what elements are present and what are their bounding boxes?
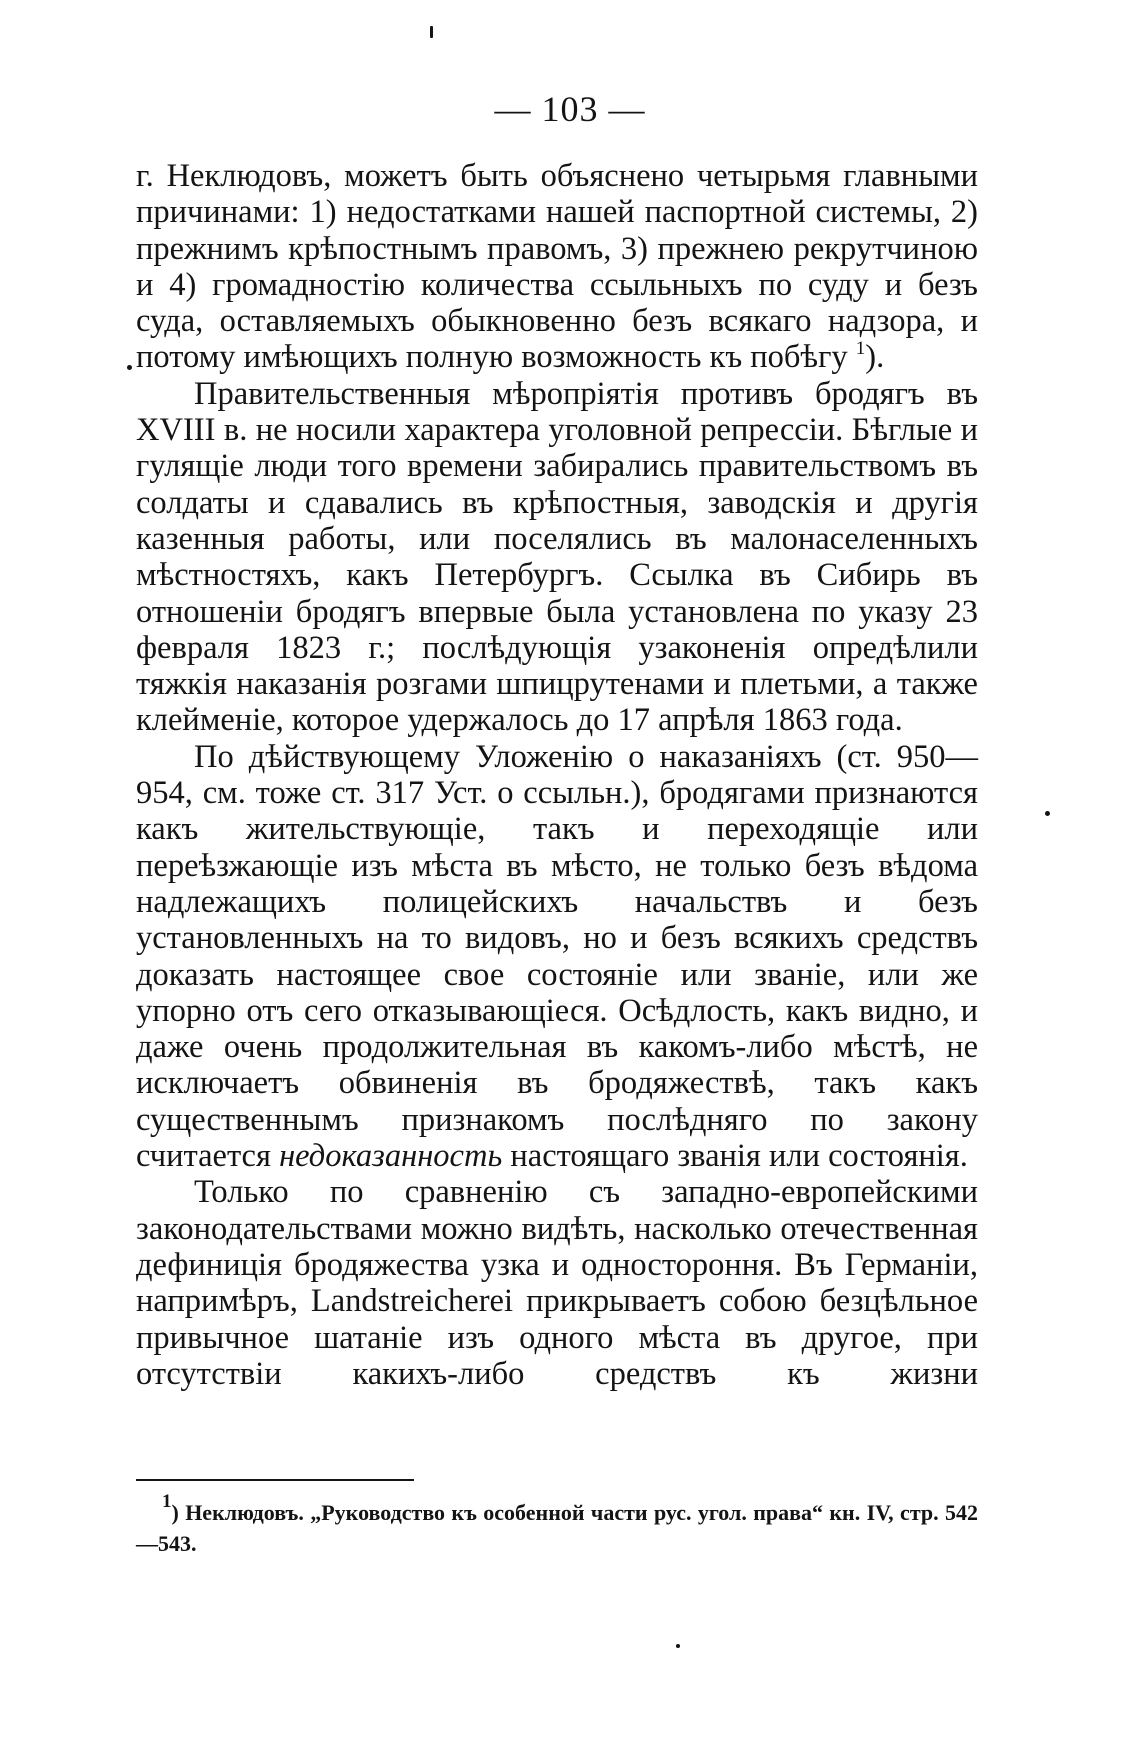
- paragraph-3-text-after: настоящаго званія или состоянія.: [510, 1138, 968, 1175]
- paragraph-1-end: ).: [865, 339, 885, 376]
- emphasized-term: недоказанность: [279, 1138, 503, 1175]
- footnote-marker: 1: [162, 1491, 172, 1512]
- footnote-divider: [136, 1479, 414, 1481]
- print-speck: [430, 26, 433, 38]
- page-number: — 103 —: [494, 89, 646, 129]
- paragraph-1: [136, 158, 978, 376]
- paragraph-4: Только по сравненію съ западно-европейскими законодательствами можно видѣть, насколько отечественная дефиниція бродяжества узка и одностороння. Въ Германіи, напримѣръ, Landstreicherei прикрываетъ собою безцѣльное привычное шатаніе изъ одного мѣста въ другое, при отсутствіи какихъ-либо средствъ къ жизни: [136, 1174, 978, 1392]
- paragraph-2: Правительственныя мѣропріятія противъ бродягъ въ XVIII в. не носили характера уголовной репрессіи. Бѣглые и гулящіе люди того времени забирались правительствомъ въ солдаты и сдавались въ крѣпостныя, заводскія и другія казенныя работы, или поселялись въ малонаселенныхъ мѣстностяхъ, какъ Петербургъ. Ссылка въ Сибирь въ отношеніи бродягъ впервые была установлена по указу 23 февраля 1823 г.; послѣдующія узаконенія опредѣлили тяжкія наказанія розгами шпицрутенами и плетьми, а также клейменіе, которое удержалось до 17 апрѣля 1863 года.: [136, 375, 978, 739]
- paragraph-3: [136, 739, 978, 1175]
- footnote: [136, 1491, 978, 1559]
- footnote-text: ) Неклюдовъ. „Руководство къ особенной части рус. угол. права“ кн. IV, стр. 542—543.: [136, 1500, 978, 1556]
- footnote-reference: 1: [855, 338, 866, 360]
- print-speck: [676, 1644, 680, 1648]
- print-speck: [127, 365, 132, 370]
- body-text: [136, 158, 978, 1392]
- paragraph-3-text-before: По дѣйствующему Уложенію о наказаніяхъ (ст. 950—954, см. тоже ст. 317 Уст. о ссыльн.), бродягами признаются какъ жительствующіе, такъ и переходящіе или переѣзжающіе изъ мѣста въ мѣсто, не только безъ вѣдома надлежащихъ полицейскихъ начальствъ и безъ установленныхъ на то видовъ, но и безъ всякихъ средствъ доказать настоящее свое состояніе или званіе, или же упорно отъ сего отказывающіеся. Осѣдлость, какъ видно, и даже очень продолжительная въ какомъ-либо мѣстѣ, не исключаетъ обвиненія въ бродяжествѣ, такъ какъ существеннымъ признакомъ послѣдняго по закону считается: [136, 738, 978, 1175]
- print-speck: [1045, 811, 1050, 816]
- paragraph-1-text: г. Неклюдовъ, можетъ быть объяснено четырьмя главными причинами: 1) недостатками нашей паспортной системы, 2) прежнимъ крѣпостнымъ правомъ, 3) прежнею рекрутчиною и 4) громадностію количества ссыльныхъ по суду и безъ суда, оставляемыхъ обыкновенно безъ всякаго надзора, и потому имѣющихъ полную возможность къ побѣгу: [136, 158, 978, 376]
